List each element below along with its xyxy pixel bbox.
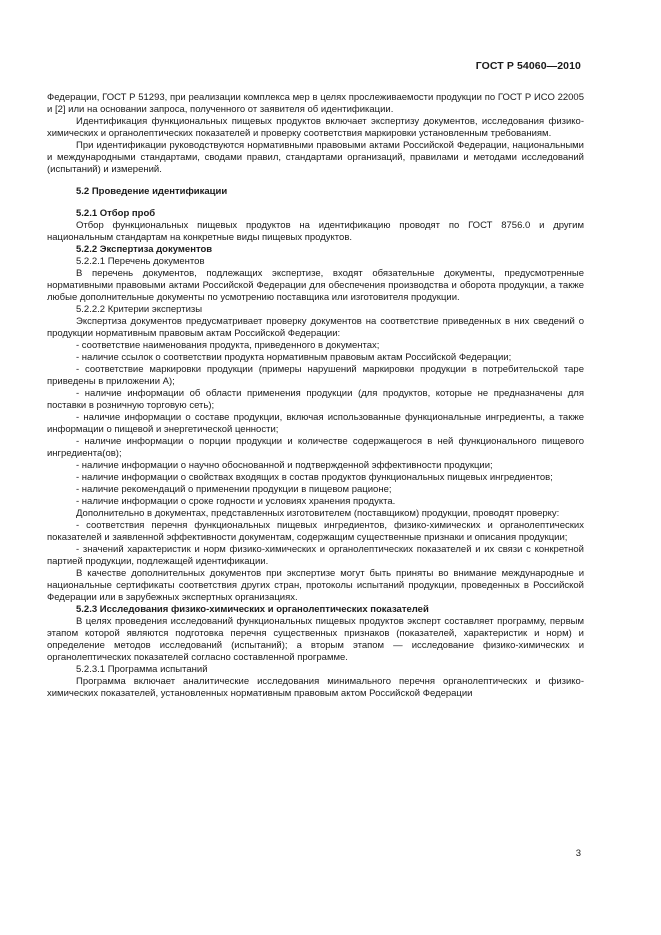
- paragraph: - наличие ссылок о соответствии продукта нормативным правовым актам Российской Федерации;: [76, 352, 512, 363]
- paragraph: - наличие рекомендаций о применении продукции в пищевом рационе;: [76, 484, 392, 495]
- paragraph: 5.2.3.1 Программа испытаний: [76, 664, 208, 675]
- paragraph: Экспертиза документов предусматривает проверку документов на соответствие приведенных в них сведений о продукции нормативным правовым актам Российской Федерации:: [47, 316, 584, 339]
- section-heading: 5.2.3 Исследования физико-химических и органолептических показателей: [76, 604, 429, 615]
- paragraph: 5.2.2.1 Перечень документов: [76, 256, 205, 267]
- paragraph: Идентификация функциональных пищевых продуктов включает экспертизу документов, исследования физико-химических и органолептических показателей и проверку соответствия маркировки установленным требованиям.: [47, 116, 584, 139]
- paragraph: Федерации, ГОСТ Р 51293, при реализации комплекса мер в целях прослеживаемости продукции по ГОСТ Р ИСО 22005 и [2] или на основании запроса, полученного от заявителя об идентификации.: [47, 92, 584, 115]
- paragraph: - значений характеристик и норм физико-химических и органолептических показателей и их связи с конкретной партией продукции, подлежащей идентификации.: [47, 544, 584, 567]
- paragraph: - наличие информации о порции продукции и количестве содержащегося в ней функционального пищевого ингредиента(ов);: [47, 436, 584, 459]
- paragraph: В перечень документов, подлежащих экспертизе, входят обязательные документы, предусмотренные нормативными правовыми актами Российской Федерации для обеспечения производства и оборота продукции, а также любые дополнительные документы по усмотрению поставщика или изготовителя продукции.: [47, 268, 584, 303]
- section-heading: 5.2 Проведение идентификации: [76, 186, 228, 197]
- paragraph: В целях проведения исследований функциональных пищевых продуктов эксперт составляет программу, первым этапом которой являются подготовка перечня существенных признаков (показателей, характеристик и норм) и определение методов исследований (испытаний); а вторым этапом — исследование физико-химических и органолептических показателей согласно составленной программе.: [47, 616, 584, 663]
- section-heading: 5.2.1 Отбор проб: [76, 208, 156, 219]
- paragraph: Дополнительно в документах, представленных изготовителем (поставщиком) продукции, проводят проверку:: [76, 508, 560, 519]
- paragraph: В качестве дополнительных документов при экспертизе могут быть приняты во внимание международные и национальные сертификаты соответствия других стран, протоколы испытаний продукции, проведенных в Российской Федерации или в зарубежных экспертных организациях.: [47, 568, 584, 603]
- paragraph: - наличие информации о научно обоснованной и подтвержденной эффективности продукции;: [76, 460, 493, 471]
- paragraph: - наличие информации об области применения продукции (для продуктов, которые не предназначены для поставки в розничную торговую сеть);: [47, 388, 584, 411]
- paragraph: - наличие информации о свойствах входящих в состав продуктов функциональных пищевых ингредиентов;: [76, 472, 553, 483]
- section-heading: 5.2.2 Экспертиза документов: [76, 244, 213, 255]
- page-number: 3: [575, 848, 581, 859]
- paragraph: Отбор функциональных пищевых продуктов на идентификацию проводят по ГОСТ 8756.0 и другим национальным стандартам на конкретные виды пищевых продуктов.: [47, 220, 584, 243]
- paragraph: Программа включает аналитические исследования минимального перечня органолептических и физико-химических показателей, установленных нормативным правовым актом Российской Федерации: [47, 676, 584, 699]
- paragraph: 5.2.2.2 Критерии экспертизы: [76, 304, 203, 315]
- document-id-header: ГОСТ Р 54060—2010: [475, 60, 581, 72]
- paragraph: При идентификации руководствуются нормативными правовыми актами Российской Федерации, национальными и международными стандартами, сводами правил, стандартами организаций, правилами и методами исследований (испытаний) и измерений.: [47, 140, 584, 175]
- paragraph: - соответствие маркировки продукции (примеры нарушений маркировки продукции в потребительской таре приведены в приложении А);: [47, 364, 584, 387]
- paragraph: - соответствие наименования продукта, приведенного в документах;: [76, 340, 380, 351]
- document-body: [47, 92, 584, 700]
- paragraph: - наличие информации о сроке годности и условиях хранения продукта.: [76, 496, 396, 507]
- paragraph: - наличие информации о составе продукции, включая использованные функциональные ингредиенты, а также информации о пищевой и энергетической ценности;: [47, 412, 584, 435]
- paragraph: - соответствия перечня функциональных пищевых ингредиентов, физико-химических и органолептических показателей и заявленной эффективности документам, содержащим существенные признаки и описания продукции;: [47, 520, 584, 543]
